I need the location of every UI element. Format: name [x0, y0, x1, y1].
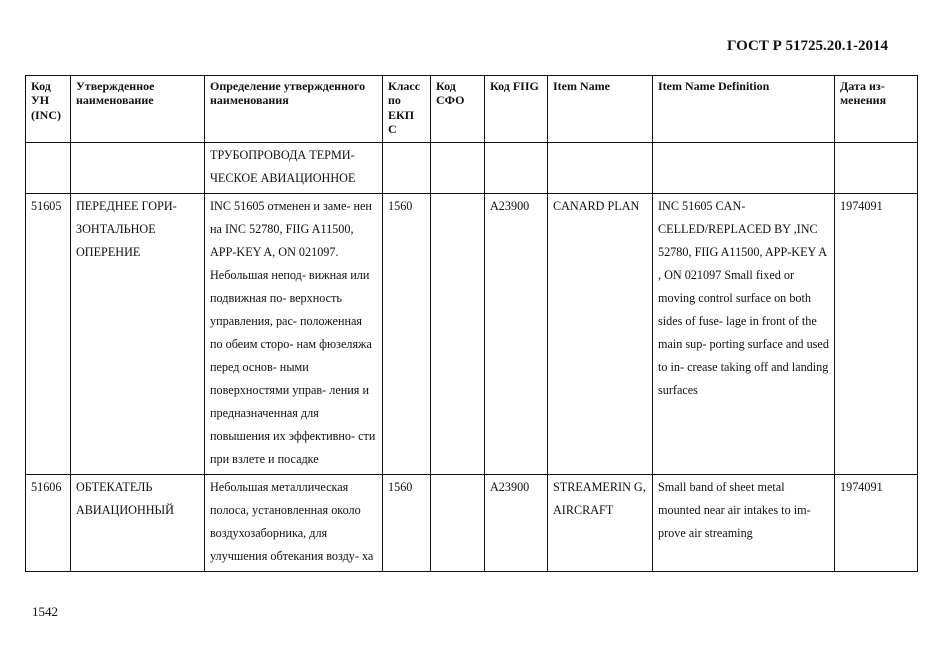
col-header-definition: Определение утвержденного наименования: [205, 76, 383, 143]
col-header-item-definition: Item Name Definition: [653, 76, 835, 143]
cell-definition: ТРУБОПРОВОДА ТЕРМИ- ЧЕСКОЕ АВИАЦИОННОЕ: [205, 143, 383, 194]
cell-code: [26, 143, 71, 194]
cell-date: [835, 143, 918, 194]
cell-fiig: [485, 143, 548, 194]
cell-code: 51606: [26, 475, 71, 572]
cell-sfo: [431, 143, 485, 194]
cell-sfo: [431, 475, 485, 572]
cell-item-name: STREAMERIN G, AIRCRAFT: [548, 475, 653, 572]
table-row: [26, 143, 918, 194]
cell-item-name: [548, 143, 653, 194]
cell-ekps-class: 1560: [383, 194, 431, 475]
cell-definition: INC 51605 отменен и заме- нен на INC 52780, FIIG A11500, APP-KEY A, ON 021097. Небольшая непод- вижная или подвижная по- верхность управления, рас- положенная по обеим сторо- нам фюзеляжа перед основ- ными поверхностями управ- ления и предназначенная для повышения их эффективно- сти при взлете и посадке: [205, 194, 383, 475]
classifier-table: [25, 75, 918, 572]
cell-item-definition: Small band of sheet metal mounted near air intakes to im- prove air streaming: [653, 475, 835, 572]
col-header-name: Утвержденное наименование: [71, 76, 205, 143]
cell-code: 51605: [26, 194, 71, 475]
cell-name: ПЕРЕДНЕЕ ГОРИ- ЗОНТАЛЬНОЕ ОПЕРЕНИЕ: [71, 194, 205, 475]
cell-name: [71, 143, 205, 194]
cell-item-definition: [653, 143, 835, 194]
cell-fiig: A23900: [485, 475, 548, 572]
col-header-code: Код УН (INC): [26, 76, 71, 143]
page-number: 1542: [32, 604, 58, 619]
cell-date: 1974091: [835, 194, 918, 475]
col-header-item-name: Item Name: [548, 76, 653, 143]
cell-definition: Небольшая металлическая полоса, установленная около воздухозаборника, для улучшения обтекания возду- ха: [205, 475, 383, 572]
table-row: [26, 475, 918, 572]
cell-sfo: [431, 194, 485, 475]
table-header-row: [26, 76, 918, 143]
col-header-ekps-class: Класс по ЕКП С: [383, 76, 431, 143]
table-row: [26, 194, 918, 475]
cell-ekps-class: 1560: [383, 475, 431, 572]
cell-name: ОБТЕКАТЕЛЬ АВИАЦИОННЫЙ: [71, 475, 205, 572]
col-header-date: Дата из- менения: [835, 76, 918, 143]
cell-fiig: A23900: [485, 194, 548, 475]
cell-ekps-class: [383, 143, 431, 194]
cell-item-definition: INC 51605 CAN- CELLED/REPLACED BY ,INC 52780, FIIG A11500, APP-KEY A , ON 021097 Small fixed or moving control surface on both sides of fuse- lage in front of the main sup- porting surface and used to in- crease taking off and landing surfaces: [653, 194, 835, 475]
cell-item-name: CANARD PLAN: [548, 194, 653, 475]
document-standard-header: ГОСТ Р 51725.20.1-2014: [726, 38, 888, 54]
col-header-sfo: Код СФО: [431, 76, 485, 143]
cell-date: 1974091: [835, 475, 918, 572]
col-header-fiig: Код FIIG: [485, 76, 548, 143]
